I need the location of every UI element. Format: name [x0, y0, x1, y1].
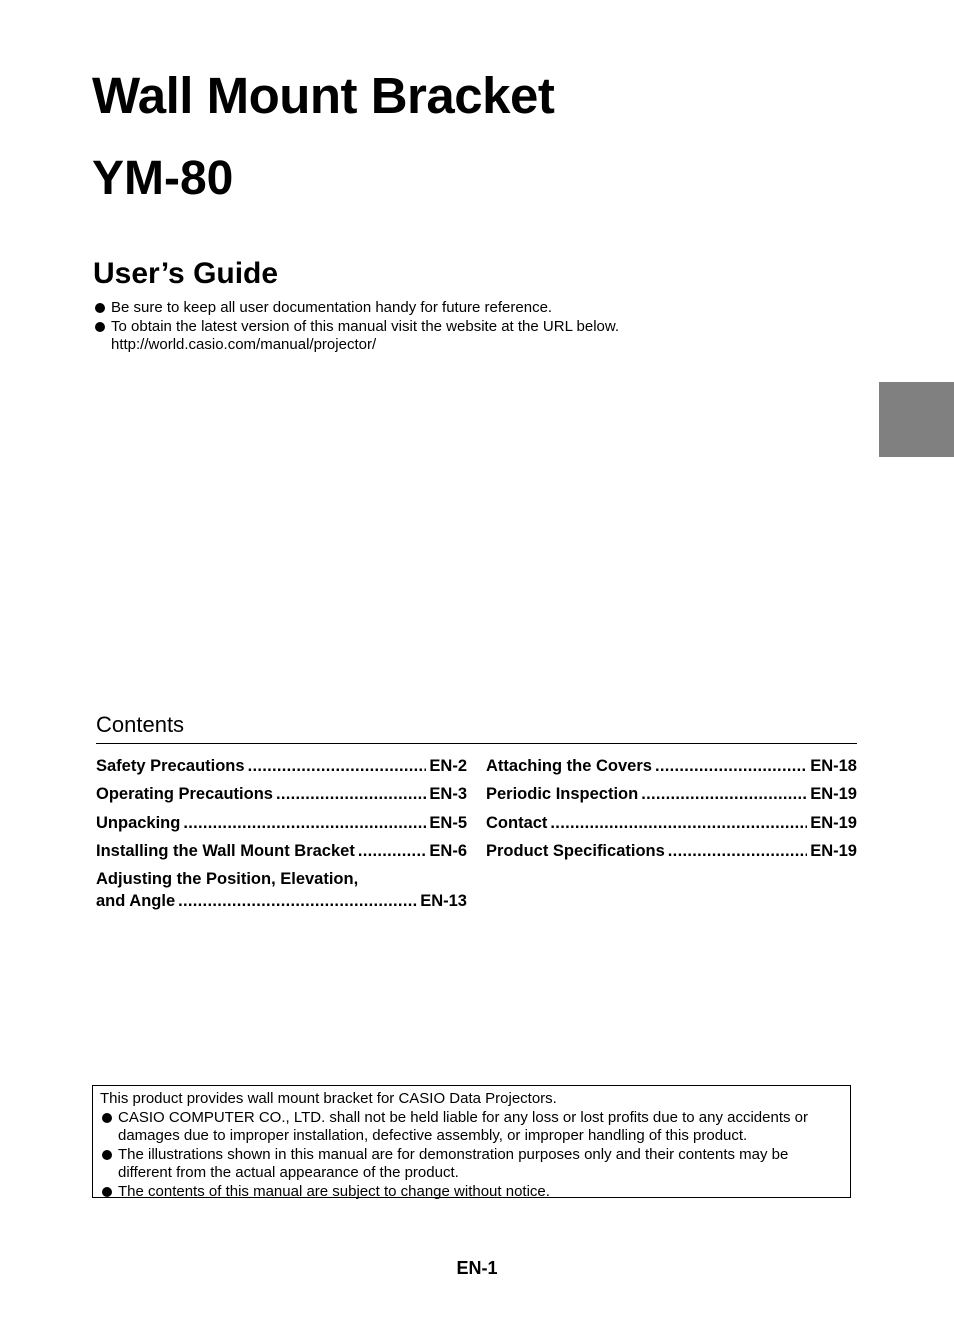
intro-item [94, 318, 774, 355]
toc-entry-label: Safety Precautions [96, 757, 245, 775]
toc-entry-label: Adjusting the Position, Elevation, [96, 870, 359, 889]
notice-item-text: The illustrations shown in this manual are for demonstration purposes only and their contents may be different from the actual appearance of the product. [118, 1145, 789, 1181]
intro-item-text: Be sure to keep all user documentation handy for future reference. [111, 299, 553, 316]
notice-item [100, 1183, 840, 1202]
toc-entry-label: Product Specifications [486, 841, 665, 860]
contents-heading: Contents [96, 712, 185, 737]
toc-entry-line2 [96, 890, 467, 912]
toc-left-column [96, 755, 467, 912]
toc-right-column [486, 755, 857, 868]
toc-entry-page: EN-18 [810, 757, 857, 775]
bullet-icon [102, 1150, 112, 1160]
intro-item [94, 299, 774, 318]
toc-entry-label: Operating Precautions [96, 785, 273, 804]
toc-leader-dots [641, 783, 807, 805]
toc-entry-label: Contact [486, 813, 548, 832]
toc-entry[interactable] [96, 868, 467, 912]
intro-list [94, 299, 774, 355]
toc-leader-dots [183, 812, 426, 834]
toc-entry-page: EN-13 [420, 892, 467, 911]
notice-item-text: The contents of this manual are subject to change without notice. [118, 1182, 550, 1200]
toc-entry[interactable] [96, 783, 467, 811]
notice-item [100, 1109, 840, 1146]
toc-entry-label: Periodic Inspection [486, 785, 639, 804]
toc-entry-page: EN-19 [810, 841, 857, 860]
manual-url[interactable]: http://world.casio.com/manual/projector/ [111, 336, 377, 353]
document-title: Wall Mount Bracket [92, 67, 555, 124]
toc-entry-label: Attaching the Covers [486, 757, 652, 775]
toc-entry-page: EN-2 [429, 757, 467, 775]
toc-entry-label-cont: and Angle [96, 892, 176, 911]
notice-intro: This product provides wall mount bracket for CASIO Data Projectors. [100, 1090, 557, 1107]
toc-entry-page: EN-3 [429, 785, 467, 804]
toc-entry[interactable] [486, 755, 857, 783]
toc-entry-page: EN-6 [429, 841, 467, 860]
bullet-icon [102, 1113, 112, 1123]
toc-entry[interactable] [486, 840, 857, 868]
bullet-icon [102, 1187, 112, 1197]
toc-leader-dots [178, 890, 417, 912]
toc-entry[interactable] [96, 812, 467, 840]
toc-entry[interactable] [96, 755, 467, 783]
notice-box [92, 1085, 851, 1198]
toc-entry[interactable] [486, 812, 857, 840]
toc-leader-dots [248, 755, 427, 777]
toc-entry-label: Installing the Wall Mount Bracket [96, 841, 355, 860]
toc-leader-dots [358, 840, 427, 862]
toc-entry-page: EN-19 [810, 785, 857, 804]
section-side-tab [879, 382, 954, 457]
notice-item [100, 1146, 840, 1183]
toc-leader-dots [276, 783, 426, 805]
model-number: YM-80 [92, 152, 234, 205]
contents-divider [96, 743, 857, 744]
toc-entry[interactable] [96, 840, 467, 868]
bullet-icon [95, 322, 105, 332]
toc-entry-page: EN-5 [429, 813, 467, 832]
guide-subtitle: User’s Guide [93, 257, 279, 290]
toc-entry-label: Unpacking [96, 813, 181, 832]
notice-list [100, 1109, 840, 1202]
toc-leader-dots [550, 812, 807, 834]
toc-entry-page: EN-19 [810, 813, 857, 832]
toc-leader-dots [655, 755, 807, 777]
intro-item-text: To obtain the latest version of this manual visit the website at the URL below. [111, 317, 620, 335]
toc-entry[interactable] [486, 783, 857, 811]
bullet-icon [95, 303, 105, 313]
toc-leader-dots [668, 840, 807, 862]
page-number: EN-1 [456, 1258, 498, 1278]
notice-item-text: CASIO COMPUTER CO., LTD. shall not be held liable for any loss or lost profits due to any accidents or damages due to improper installation, defective assembly, or improper handling of this product. [118, 1108, 809, 1144]
